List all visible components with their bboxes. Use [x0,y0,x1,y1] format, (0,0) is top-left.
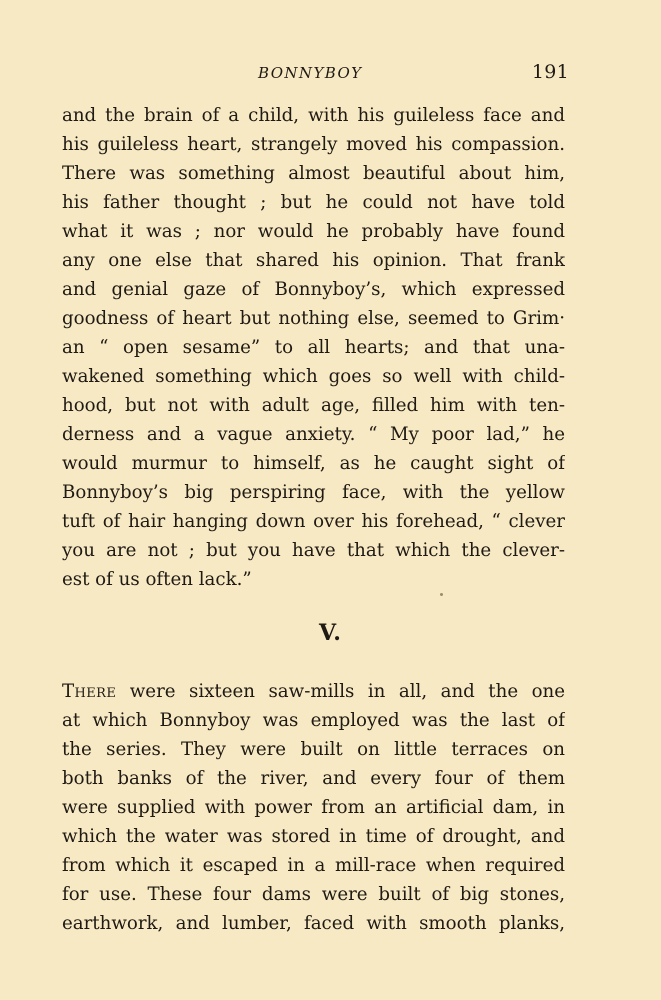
text-line: tuft of hair hanging down over his forehead, “ clever [62,511,565,532]
text-line: hood, but not with adult age, filled him with ten- [62,395,565,416]
text-line: from which it escaped in a mill-race when required [62,855,565,876]
opening-word: There [62,681,117,702]
text-line: wakened something which goes so well with child- [62,366,565,387]
text-line: both banks of the river, and every four of them [62,768,565,789]
text-line: an “ open sesame” to all hearts; and that una- [62,337,565,358]
text-line: which the water was stored in time of drought, and [62,826,565,847]
section-heading: V. [319,620,342,646]
text-line-opening [62,677,565,706]
text-line: would murmur to himself, as he caught sight of [62,453,565,474]
text-line: and the brain of a child, with his guileless face and [62,105,565,126]
paragraph-block [62,101,565,594]
text-line: for use. These four dams were built of big stones, [62,884,565,905]
text-line: goodness of heart but nothing else, seemed to Grim· [62,308,565,329]
text-line: est of us often lack.” [62,569,252,590]
text-line: and genial gaze of Bonnyboy’s, which expressed [62,279,565,300]
text-line: his guileless heart, strangely moved his compassion. [62,134,565,155]
text-line: earthwork, and lumber, faced with smooth planks, [62,913,565,934]
text-line: There was something almost beautiful about him, [62,163,565,184]
text-line: his father thought ; but he could not have told [62,192,565,213]
header-title: BONNYBOY [258,64,363,82]
printing-speck [440,593,443,596]
text-line: Bonnyboy’s big perspiring face, with the yellow [62,482,565,503]
text-line: you are not ; but you have that which the clever- [62,540,565,561]
opening-line-rest: were sixteen saw-mills in all, and the one [116,681,565,702]
paragraph-block [62,677,565,938]
text-line: derness and a vague anxiety. “ My poor lad,” he [62,424,565,445]
text-line: any one else that shared his opinion. That frank [62,250,565,271]
page-number: 191 [531,61,569,83]
running-head [0,62,661,88]
text-line: at which Bonnyboy was employed was the last of [62,710,565,731]
text-line: the series. They were built on little terraces on [62,739,565,760]
text-line: what it was ; nor would he probably have found [62,221,565,242]
text-line: were supplied with power from an artificial dam, in [62,797,565,818]
